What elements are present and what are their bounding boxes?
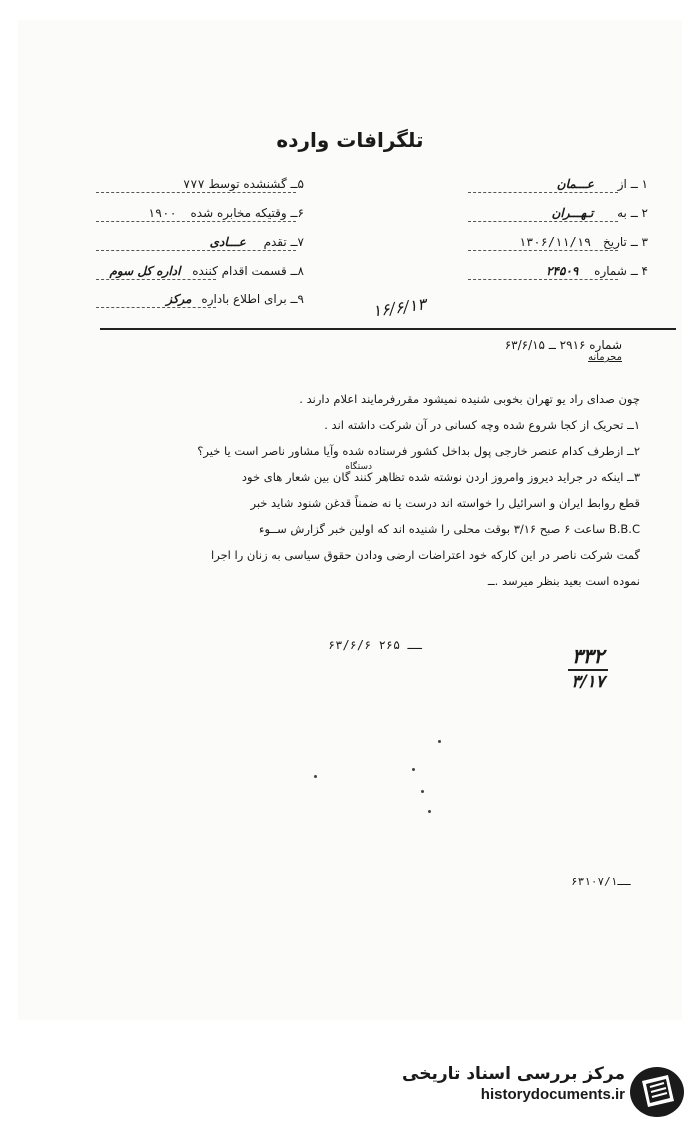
field-number-line — [468, 279, 618, 280]
body-line: ۳ــ اینکه در جراید دیروز وامروز اردن نوشته شده تظاهر کنند گان بین شعار های خود — [241, 470, 640, 484]
fraction-top: ۳۳۲ — [571, 644, 605, 668]
field-priority-value: عـــادی — [209, 235, 246, 249]
field-decoded-by-line — [96, 192, 296, 193]
fraction-bottom: ۳/۱۷ — [571, 672, 605, 692]
ink-dot — [428, 810, 431, 813]
body-insert: دستگاه — [345, 462, 372, 472]
field-decoded-by-label: ۵ــ گشنشده توسط — [208, 177, 304, 191]
field-to-line — [468, 221, 618, 222]
field-number-value: ۲۴۵۰۹ — [546, 264, 579, 278]
reference-text: شماره ۲۹۱۶ ــ ۶۳/۶/۱۵ — [504, 338, 622, 352]
field-date — [519, 235, 648, 249]
field-decoded-by — [183, 177, 304, 191]
fraction-bar — [568, 669, 608, 671]
field-priority-line — [96, 250, 296, 251]
body-line: قطع روابط ایران و اسرائیل را خواسته اند درست یا نه ضمناً قدغن شنود شاید خبر — [250, 496, 640, 510]
field-info-dept-label: ۹ــ برای اطلاع باداره — [201, 292, 304, 306]
field-date-label: ۳ ــ تاریخ — [603, 235, 648, 249]
field-info-dept — [166, 292, 304, 306]
field-from-line — [468, 192, 618, 193]
archive-book-icon — [628, 1065, 686, 1119]
field-action-dept-label: ۸ــ قسمت اقدام کننده — [192, 264, 304, 278]
header-divider — [100, 328, 676, 330]
field-date-line — [468, 250, 618, 251]
field-action-dept-value: اداره کل سوم — [109, 264, 181, 278]
field-sent-time-line — [96, 221, 296, 222]
ink-dot — [412, 768, 415, 771]
field-from-label: ۱ ــ از — [617, 177, 648, 191]
closing-reference: ۶۳/۶/۶ ــ ۲۶۵ — [328, 638, 422, 652]
field-to-value: تـهـــران — [551, 206, 594, 220]
file-code: ۶۳ــ۱۰۷/۱ — [571, 875, 631, 888]
reference-line — [504, 338, 622, 363]
field-number — [546, 264, 648, 278]
field-info-dept-line — [96, 307, 216, 308]
ink-dot — [438, 740, 441, 743]
ink-dot — [314, 775, 317, 778]
ink-dot — [421, 790, 424, 793]
field-number-label: ۴ ــ شماره — [594, 264, 648, 278]
field-date-value: ۱۳۰۶/۱۱/۱۹ — [518, 235, 592, 249]
field-to-label: ۲ ــ به — [617, 206, 648, 220]
handwritten-stamp: ۱۶/۶/۱۳ — [371, 293, 427, 321]
field-action-dept — [109, 264, 304, 278]
body-line: گمت شرکت ناصر در این کارکه خود اعتراضات ارضی ودادن حقوق سیاسی به زنان را اجرا — [211, 548, 640, 562]
field-sent-time — [148, 206, 304, 220]
body-line: ۲ــ ازطرف کدام عنصر خارجی پول بداخل کشور فرستاده شده وآیا مشاور ناصر است یا خیر؟ — [197, 444, 640, 458]
field-priority — [210, 235, 304, 249]
reference-classification: محرمانه — [588, 352, 622, 363]
body-line: چون صدای راد یو تهران بخوبی شنیده نمیشود مقررفرمایند اعلام دارند . — [299, 392, 640, 406]
field-info-dept-value: مرکز — [166, 292, 192, 306]
body-line: B.B.C ساعت ۶ صبح ۳/۱۶ بوقت محلی را شنیده اند که اولین خبر گزارش ســوء — [259, 522, 640, 536]
field-sent-time-label: ۶ــ وقتیکه مخابره شده — [190, 206, 304, 220]
document-page — [18, 20, 682, 1020]
archive-url[interactable]: historydocuments.ir — [480, 1086, 625, 1103]
archive-branding — [402, 1064, 625, 1103]
body-line: ۱ــ تحریک از کجا شروع شده وچه کسانی در آن شرکت داشته اند . — [324, 418, 640, 432]
field-to — [552, 206, 648, 220]
body-line: نموده است بعید بنظر میرسد .ــ — [487, 574, 640, 588]
field-from — [557, 177, 648, 191]
archive-name: مرکز بررسی اسناد تاریخی — [402, 1064, 625, 1084]
handwritten-fraction — [568, 644, 608, 692]
field-sent-time-value: ۱۹۰۰ — [147, 206, 177, 220]
document-title: تلگرافات وارده — [276, 128, 424, 152]
field-from-value: عـــمان — [556, 177, 594, 191]
field-action-dept-line — [96, 279, 216, 280]
field-decoded-by-value: ۷۷۷ — [183, 177, 205, 191]
field-priority-label: ۷ــ تقدم — [263, 235, 304, 249]
